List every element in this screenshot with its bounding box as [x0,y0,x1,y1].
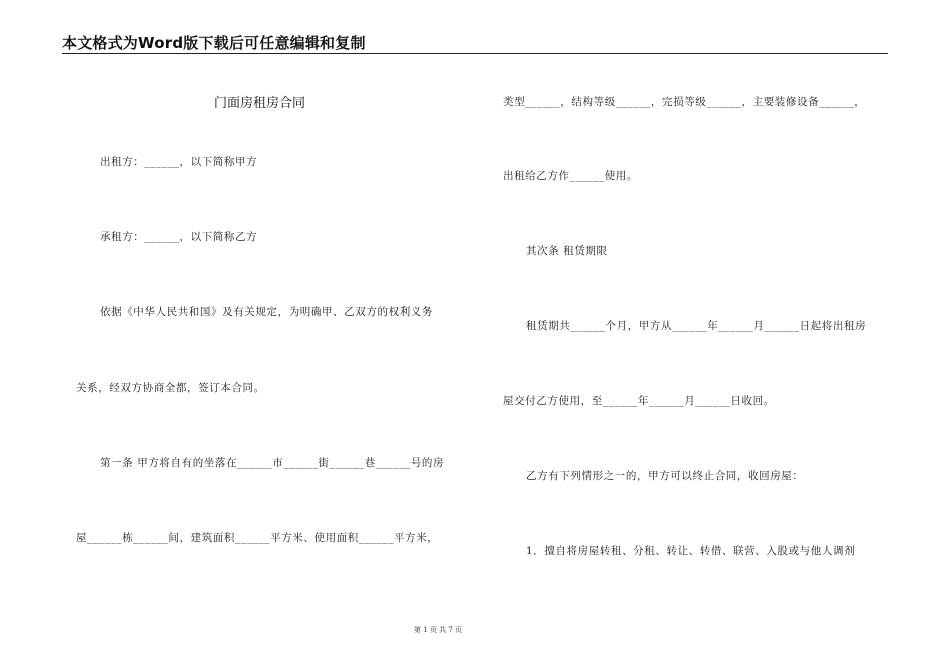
article-1-line-4: 出租给乙方作______使用。 [503,170,638,182]
article-1-line-2: 屋______栋______间，建筑面积______平方米、使用面积______平方米， [76,532,439,544]
termination-item-1: 1．擅自将房屋转租、分租、转让、转借、联营、入股或与他人调剂 [526,545,856,557]
header-divider [62,53,888,54]
article-2-line-2: 屋交付乙方使用，至______年______月______日收回。 [503,395,775,407]
article-1-line-3: 类型______，结构等级______，完损等级______，主要装修设备______， [503,96,866,108]
lessee-line: 承租方：______，以下简称乙方 [100,231,258,243]
document-header: 本文格式为Word版下载后可任意编辑和复制 [62,34,366,52]
preamble-line-2: 关系，经双方协商全都，签订本合同。 [76,382,265,394]
preamble-line-1: 依据《中华人民共和国》及有关规定，为明确甲、乙双方的权利义务 [100,306,433,318]
contract-title: 门面房租房合同 [214,96,306,111]
article-2-line-1: 租赁期共______个月，甲方从______年______月______日起将出租房 [526,320,867,332]
termination-intro: 乙方有下列情形之一的，甲方可以终止合同，收回房屋： [526,470,804,482]
lessor-line: 出租方：______，以下简称甲方 [100,156,258,168]
article-2-heading: 其次条 租赁期限 [526,245,608,257]
article-1-line-1: 第一条 甲方将自有的坐落在______市______街______巷______号的房 [100,457,445,469]
page-number: 第 1 页 共 7 页 [414,626,463,634]
